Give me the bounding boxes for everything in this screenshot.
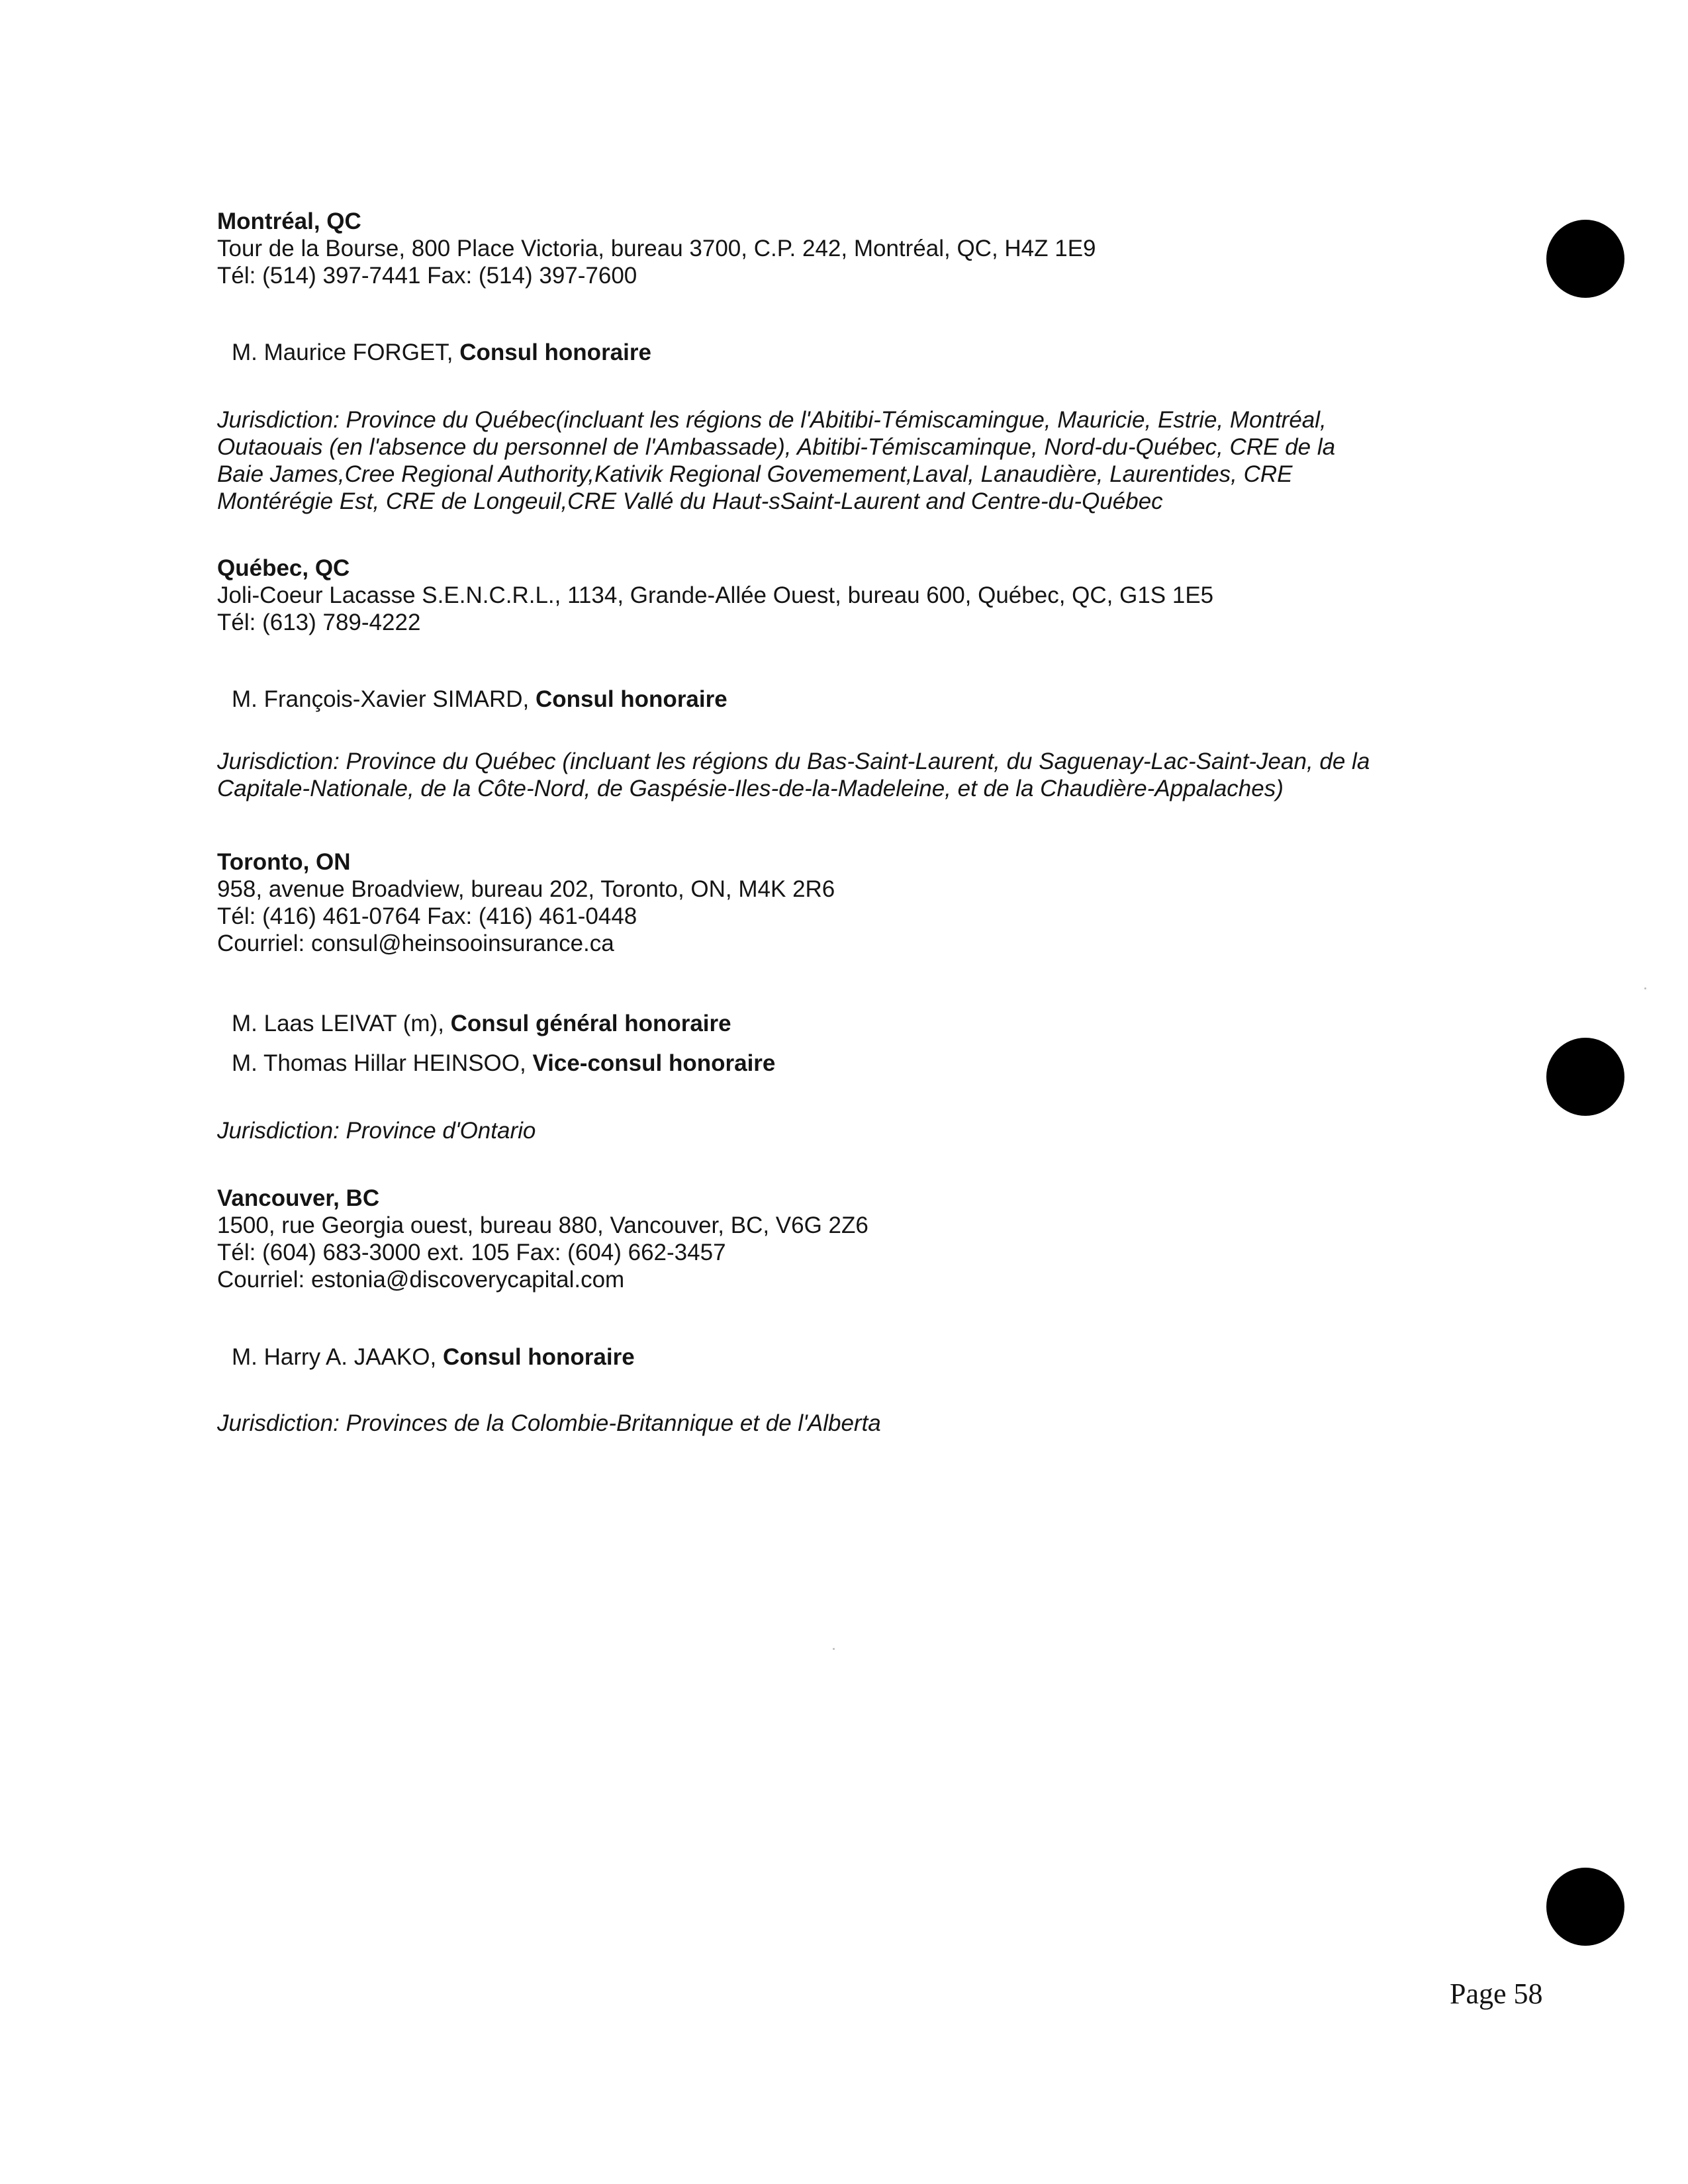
punch-hole-middle bbox=[1546, 1038, 1624, 1116]
jurisdiction-label: Jurisdiction: bbox=[217, 749, 346, 774]
consul-person bbox=[232, 1010, 731, 1037]
city-heading: Montréal, QC bbox=[217, 208, 361, 234]
jurisdiction-line: Montérégie Est, CRE de Longeuil,CRE Vallé du Haut-sSaint-Laurent and Centre-du-Québec bbox=[217, 488, 1163, 514]
consulate-entry-quebec bbox=[217, 555, 1508, 636]
consul-name: M. Laas LEIVAT (m), bbox=[232, 1011, 451, 1036]
address-line: Tour de la Bourse, 800 Place Victoria, bureau 3700, C.P. 242, Montréal, QC, H4Z 1E9 bbox=[217, 236, 1096, 261]
jurisdiction-line bbox=[217, 1410, 1508, 1437]
address-line: 958, avenue Broadview, bureau 202, Toronto, ON, M4K 2R6 bbox=[217, 876, 835, 902]
city-heading: Toronto, ON bbox=[217, 849, 351, 875]
consul-title: Consul général honoraire bbox=[450, 1011, 731, 1036]
jurisdiction-block bbox=[217, 748, 1508, 802]
vice-consul-person bbox=[232, 1050, 775, 1077]
punch-hole-bottom bbox=[1546, 1868, 1624, 1946]
jurisdiction-block bbox=[217, 1117, 1508, 1144]
city-heading: Québec, QC bbox=[217, 555, 350, 581]
punch-hole-top bbox=[1546, 220, 1624, 298]
consul-person bbox=[232, 686, 727, 713]
phone-line: Tél: (514) 397-7441 Fax: (514) 397-7600 bbox=[217, 263, 637, 289]
address-line: Joli-Coeur Lacasse S.E.N.C.R.L., 1134, Grande-Allée Ouest, bureau 600, Québec, QC, G1S 1E5 bbox=[217, 582, 1214, 608]
scan-speck bbox=[833, 1648, 835, 1650]
jurisdiction-line: Baie James,Cree Regional Authority,Kativik Regional Govemement,Laval, Lanaudière, Laurentides, CRE bbox=[217, 461, 1293, 487]
consul-name: M. François-Xavier SIMARD, bbox=[232, 686, 536, 712]
jurisdiction-text: Province du Québec(incluant les régions de l'Abitibi-Témiscamingue, Mauricie, Estrie, Montréal, bbox=[346, 407, 1327, 433]
phone-line: Tél: (416) 461-0764 Fax: (416) 461-0448 bbox=[217, 903, 637, 929]
scan-speck bbox=[1644, 987, 1646, 989]
jurisdiction-text: Provinces de la Colombie-Britannique et de l'Alberta bbox=[346, 1410, 881, 1436]
consul-person bbox=[232, 339, 651, 366]
consulate-entry-toronto bbox=[217, 848, 1508, 957]
jurisdiction-block bbox=[217, 1410, 1508, 1437]
consulate-entry-montreal bbox=[217, 208, 1508, 289]
jurisdiction-line bbox=[217, 406, 1508, 433]
jurisdiction-line: Capitale-Nationale, de la Côte-Nord, de Gaspésie-Iles-de-la-Madeleine, et de la Chaudière-Appalaches) bbox=[217, 776, 1284, 801]
consul-name: M. Harry A. JAAKO, bbox=[232, 1344, 443, 1370]
city-heading: Vancouver, BC bbox=[217, 1185, 380, 1211]
jurisdiction-label: Jurisdiction: bbox=[217, 1118, 346, 1144]
jurisdiction-block bbox=[217, 406, 1508, 515]
consulate-entry-vancouver bbox=[217, 1185, 1508, 1293]
jurisdiction-text: Province d'Ontario bbox=[346, 1118, 536, 1144]
consul-title: Vice-consul honoraire bbox=[532, 1050, 776, 1076]
consul-person bbox=[232, 1343, 635, 1371]
consul-name: M. Thomas Hillar HEINSOO, bbox=[232, 1050, 533, 1076]
jurisdiction-line: Outaouais (en l'absence du personnel de l'Ambassade), Abitibi-Témiscaminque, Nord-du-Québec, CRE de la bbox=[217, 434, 1336, 460]
email-line: Courriel: consul@heinsooinsurance.ca bbox=[217, 931, 614, 956]
consul-title: Consul honoraire bbox=[442, 1344, 635, 1370]
consul-title: Consul honoraire bbox=[535, 686, 727, 712]
jurisdiction-line bbox=[217, 1117, 1508, 1144]
jurisdiction-line bbox=[217, 748, 1508, 775]
email-line: Courriel: estonia@discoverycapital.com bbox=[217, 1267, 625, 1293]
consul-title: Consul honoraire bbox=[459, 340, 651, 365]
phone-line: Tél: (604) 683-3000 ext. 105 Fax: (604) 662-3457 bbox=[217, 1240, 726, 1265]
jurisdiction-label: Jurisdiction: bbox=[217, 1410, 346, 1436]
jurisdiction-label: Jurisdiction: bbox=[217, 407, 346, 433]
phone-line: Tél: (613) 789-4222 bbox=[217, 610, 421, 635]
page-number: Page 58 bbox=[1450, 1978, 1543, 2010]
consul-name: M. Maurice FORGET, bbox=[232, 340, 460, 365]
address-line: 1500, rue Georgia ouest, bureau 880, Vancouver, BC, V6G 2Z6 bbox=[217, 1212, 868, 1238]
jurisdiction-text: Province du Québec (incluant les régions du Bas-Saint-Laurent, du Saguenay-Lac-Saint-Jean, de la bbox=[346, 749, 1370, 774]
